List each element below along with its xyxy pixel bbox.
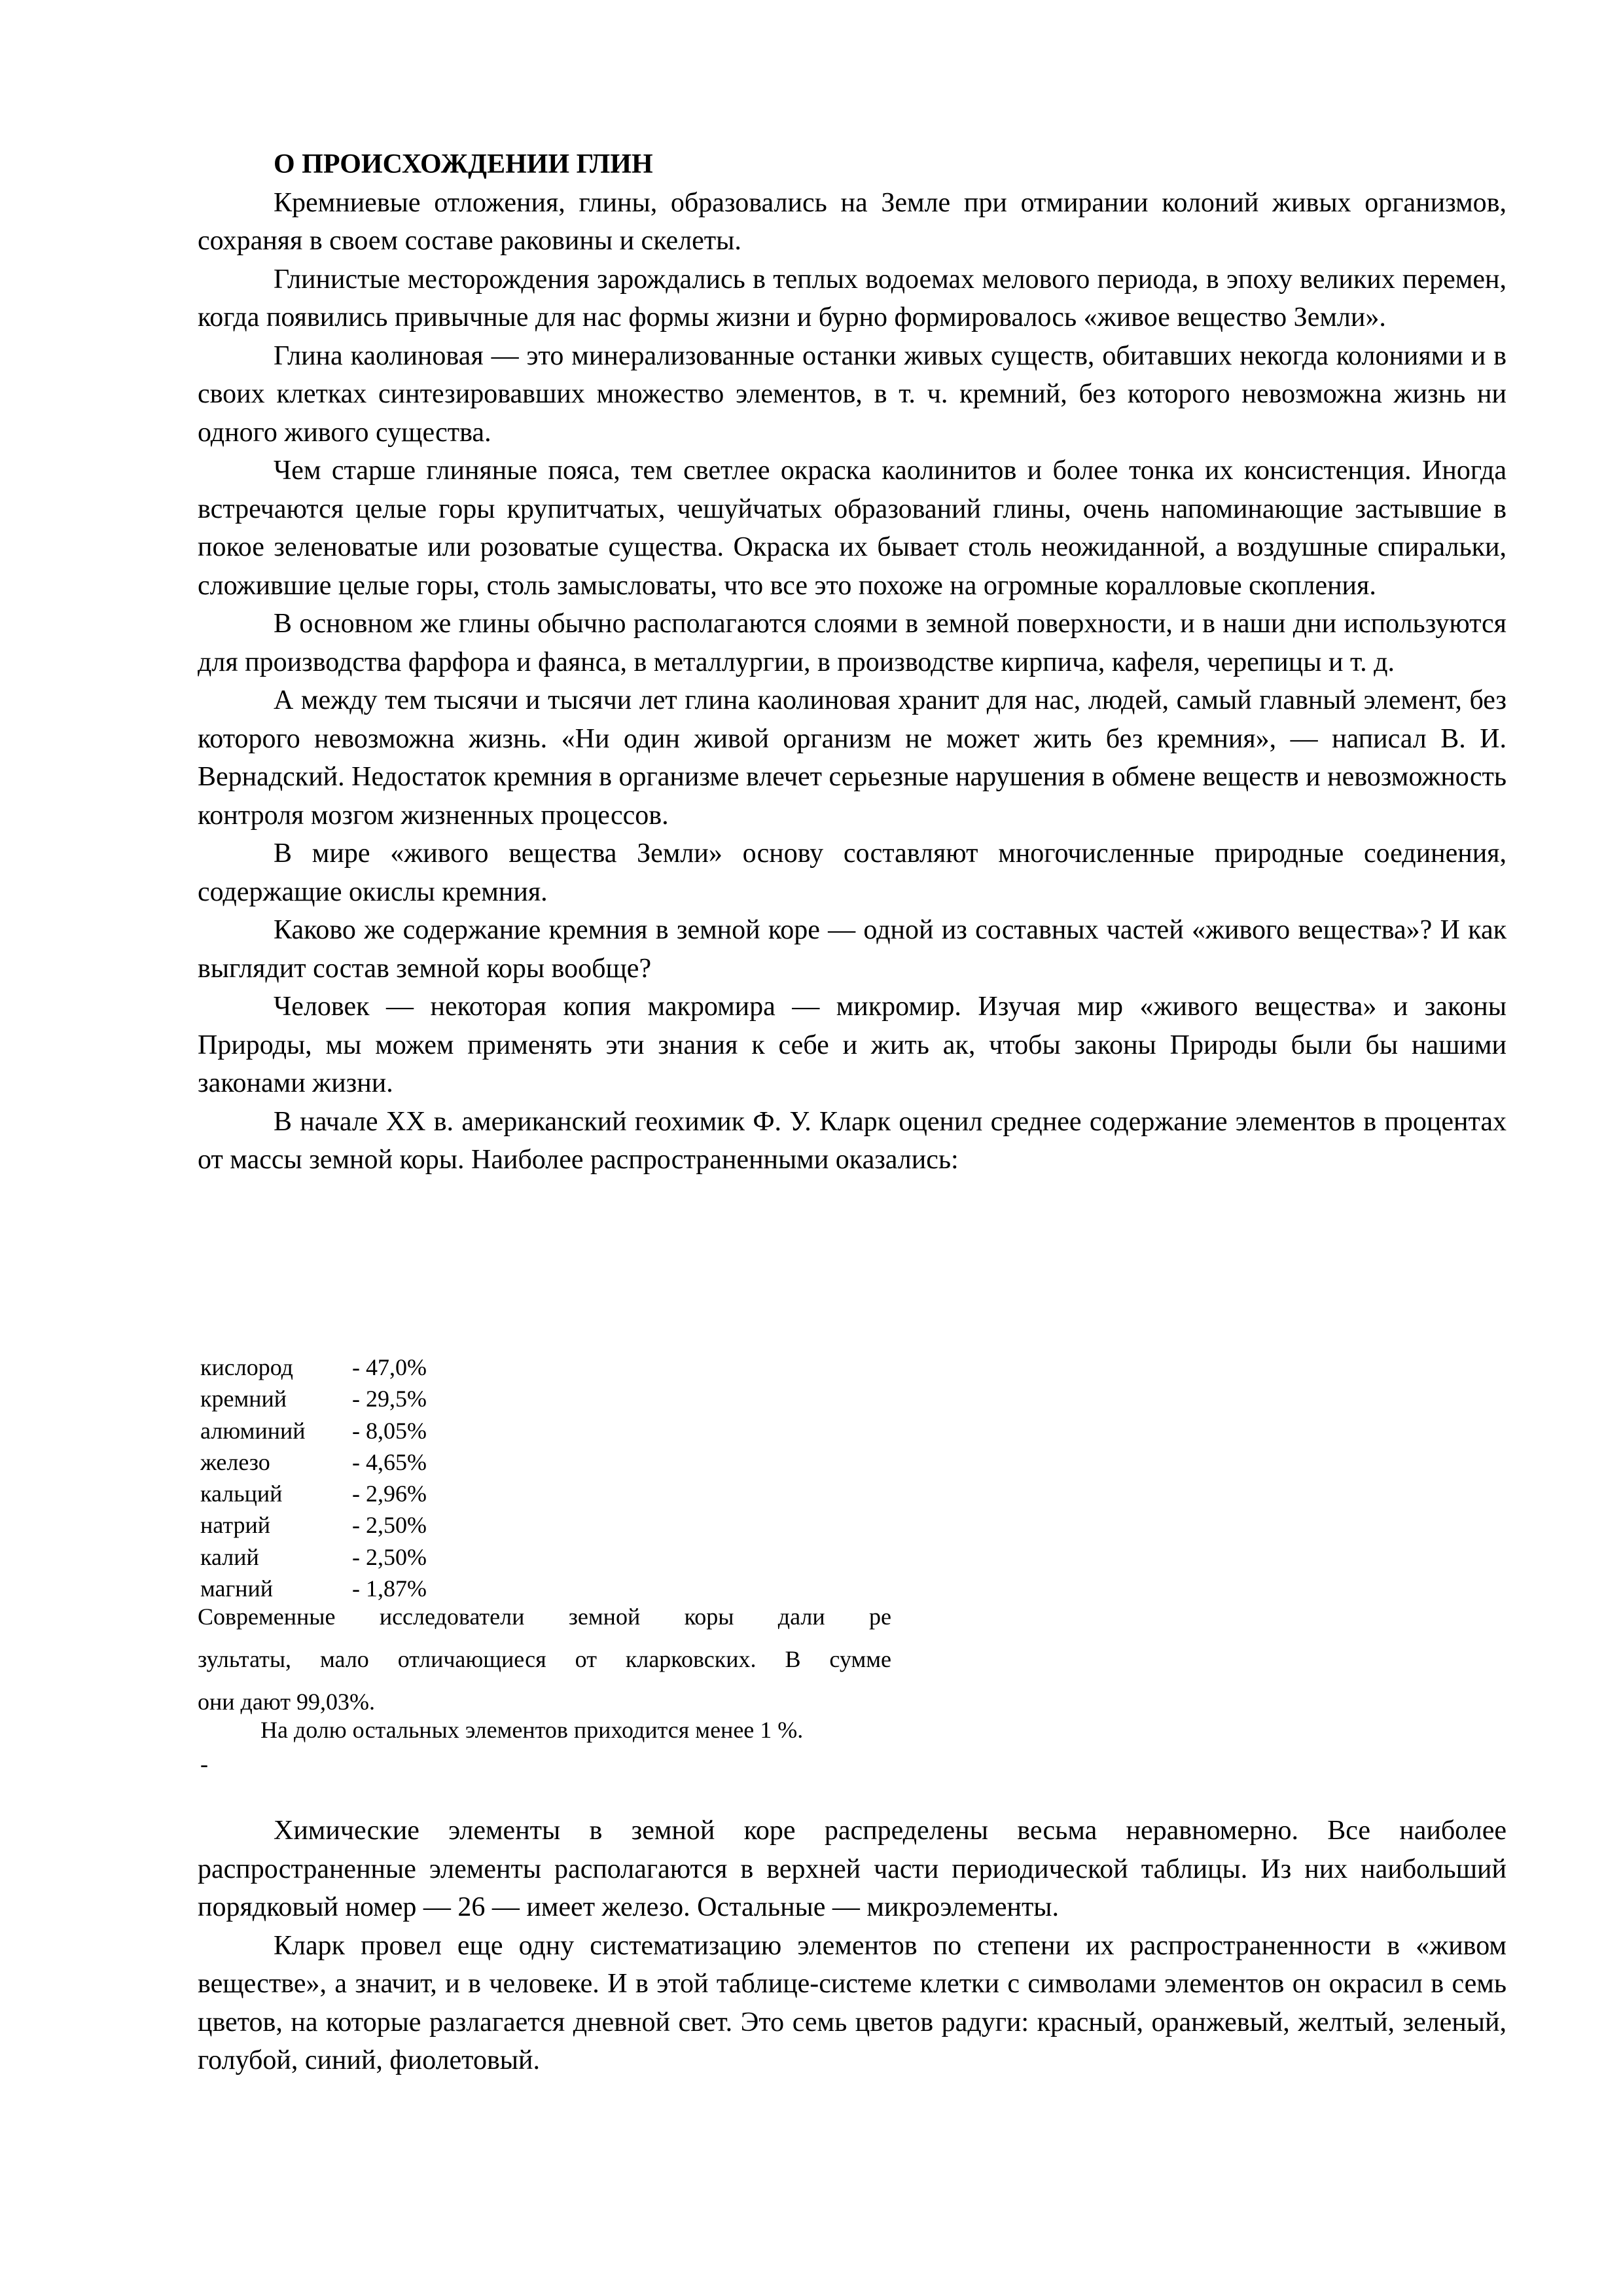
element-percent: - 4,65% — [352, 1448, 427, 1475]
paragraph-kaolin: Глина каолиновая — это минерализованные останки живых существ, обитавших некогда колониями и в своих клетках синтезировавших множество элементов, в т. ч. кремний, без которого невозможна жизнь ни одного живого существа. — [198, 340, 1507, 448]
element-name: магний — [200, 1575, 274, 1602]
list-item — [200, 1541, 483, 1573]
paragraph-origin: Кремниевые отложения, глины, образовались на Земле при отмирании колоний живых организмов, сохраняя в своем составе раковины и скелеты. — [198, 187, 1507, 256]
element-percent: - 2,50% — [352, 1512, 427, 1539]
element-name: алюминий — [200, 1417, 306, 1444]
note-line: зультаты, мало отличающиеся от кларковских. В сумме — [198, 1646, 891, 1672]
element-name: кальций — [200, 1480, 283, 1507]
paragraph-silicon-element: А между тем тысячи и тысячи лет глина каолиновая хранит для нас, людей, самый главный элемент, без которого невозможна жизнь. «Ни один живой организм не может жить без кремния», — написал В. И. Вернадский. Недостаток кремния в организме влечет серьезные нарушения в обмене веществ и невозможность контроля мозгом жизненных процессов. — [198, 685, 1507, 831]
lower-text-block — [198, 1812, 1507, 2080]
element-percent: - 8,05% — [352, 1417, 427, 1444]
element-percent: - 29,5% — [352, 1386, 427, 1412]
element-name: натрий — [200, 1512, 271, 1539]
paragraph-colors: Кларк провел еще одну систематизацию элементов по степени их распространенности в «живом веществе», а значит, и в человеке. И в этой таблице-системе клетки с символами элементов он окрасил в семь цветов, на которые разлагается дневной свет. Это семь цветов радуги: красный, оранжевый, желтый, зеленый, голубой, синий, фиолетовый. — [198, 1930, 1507, 2075]
list-item — [200, 1446, 483, 1478]
remaining-elements-note: На долю остальных элементов приходится менее 1 %. — [260, 1717, 804, 1743]
paragraph-silicon-content: Каково же содержание кремния в земной коре — одной из составных частей «живого вещества»? И как выглядит состав земной коры вообще? — [198, 915, 1507, 984]
element-composition-list — [200, 1352, 483, 1604]
paragraph-living-matter: В мире «живого вещества Земли» основу составляют многочисленные природные соединения, содержащие окислы кремния. — [198, 838, 1507, 907]
element-name: калий — [200, 1543, 259, 1570]
page-title: О ПРОИСХОЖДЕНИИ ГЛИН — [274, 149, 653, 179]
element-percent: - 2,50% — [352, 1543, 427, 1570]
note-line: Современные исследователи земной коры дали ре — [198, 1604, 891, 1630]
paragraph-usage: В основном же глины обычно располагаются слоями в земной поверхности, и в наши дни используются для производства фарфора и фаянса, в металлургии, в производстве кирпича, кафеля, черепицы и т. д. — [198, 609, 1507, 677]
element-percent: - 2,96% — [352, 1480, 427, 1507]
paragraph-distribution: Химические элементы в земной коре распределены весьма неравномерно. Все наиболее распространенные элементы располагаются в верхней части периодической таблицы. Из них наибольший порядковый номер — 26 — имеет железо. Остальные — микроэлементы. — [198, 1816, 1507, 1922]
paragraph-human-microcosm: Человек — некоторая копия макромира — микромир. Изучая мир «живого вещества» и законы Природы, мы можем применять эти знания к себе и жить ак, чтобы законы Природы были бы нашими законами жизни. — [198, 992, 1507, 1098]
element-name: кремний — [200, 1386, 287, 1412]
element-name: железо — [200, 1448, 270, 1475]
element-name: кислород — [200, 1354, 293, 1380]
list-item — [200, 1383, 483, 1414]
element-percent: - 1,87% — [352, 1575, 427, 1602]
paragraph-clarke: В начале XX в. американский геохимик Ф. У. Кларк оценил среднее содержание элементов в процентах от массы земной коры. Наиболее распространенными оказались: — [198, 1106, 1507, 1175]
note-line: они дают 99,03%. — [198, 1689, 375, 1715]
paragraph-deposits: Глинистые месторождения зарождались в теплых водоемах мелового периода, в эпоху великих перемен, когда появились привычные для нас формы жизни и бурно формировалось «живое вещество Земли». — [198, 264, 1507, 332]
dash-mark: - — [200, 1751, 208, 1777]
list-item — [200, 1509, 483, 1541]
research-note — [198, 1596, 891, 1723]
list-item — [200, 1352, 483, 1383]
list-item — [200, 1415, 483, 1446]
list-item — [200, 1478, 483, 1509]
paragraph-clay-belts: Чем старше глиняные пояса, тем светлее окраска каолинитов и более тонка их консистенция. Иногда встречаются целые горы крупитчатых, чешуйчатых образований глины, очень напоминающие застывшие в покое зеленоватые или розоватые существа. Окраска их бывает столь неожиданной, а воздушные спиральки, сложившие целые горы, столь замысловаты, что все это похоже на огромные коралловые скопления. — [198, 456, 1507, 601]
main-text-block — [198, 145, 1507, 1179]
element-percent: - 47,0% — [352, 1354, 427, 1380]
